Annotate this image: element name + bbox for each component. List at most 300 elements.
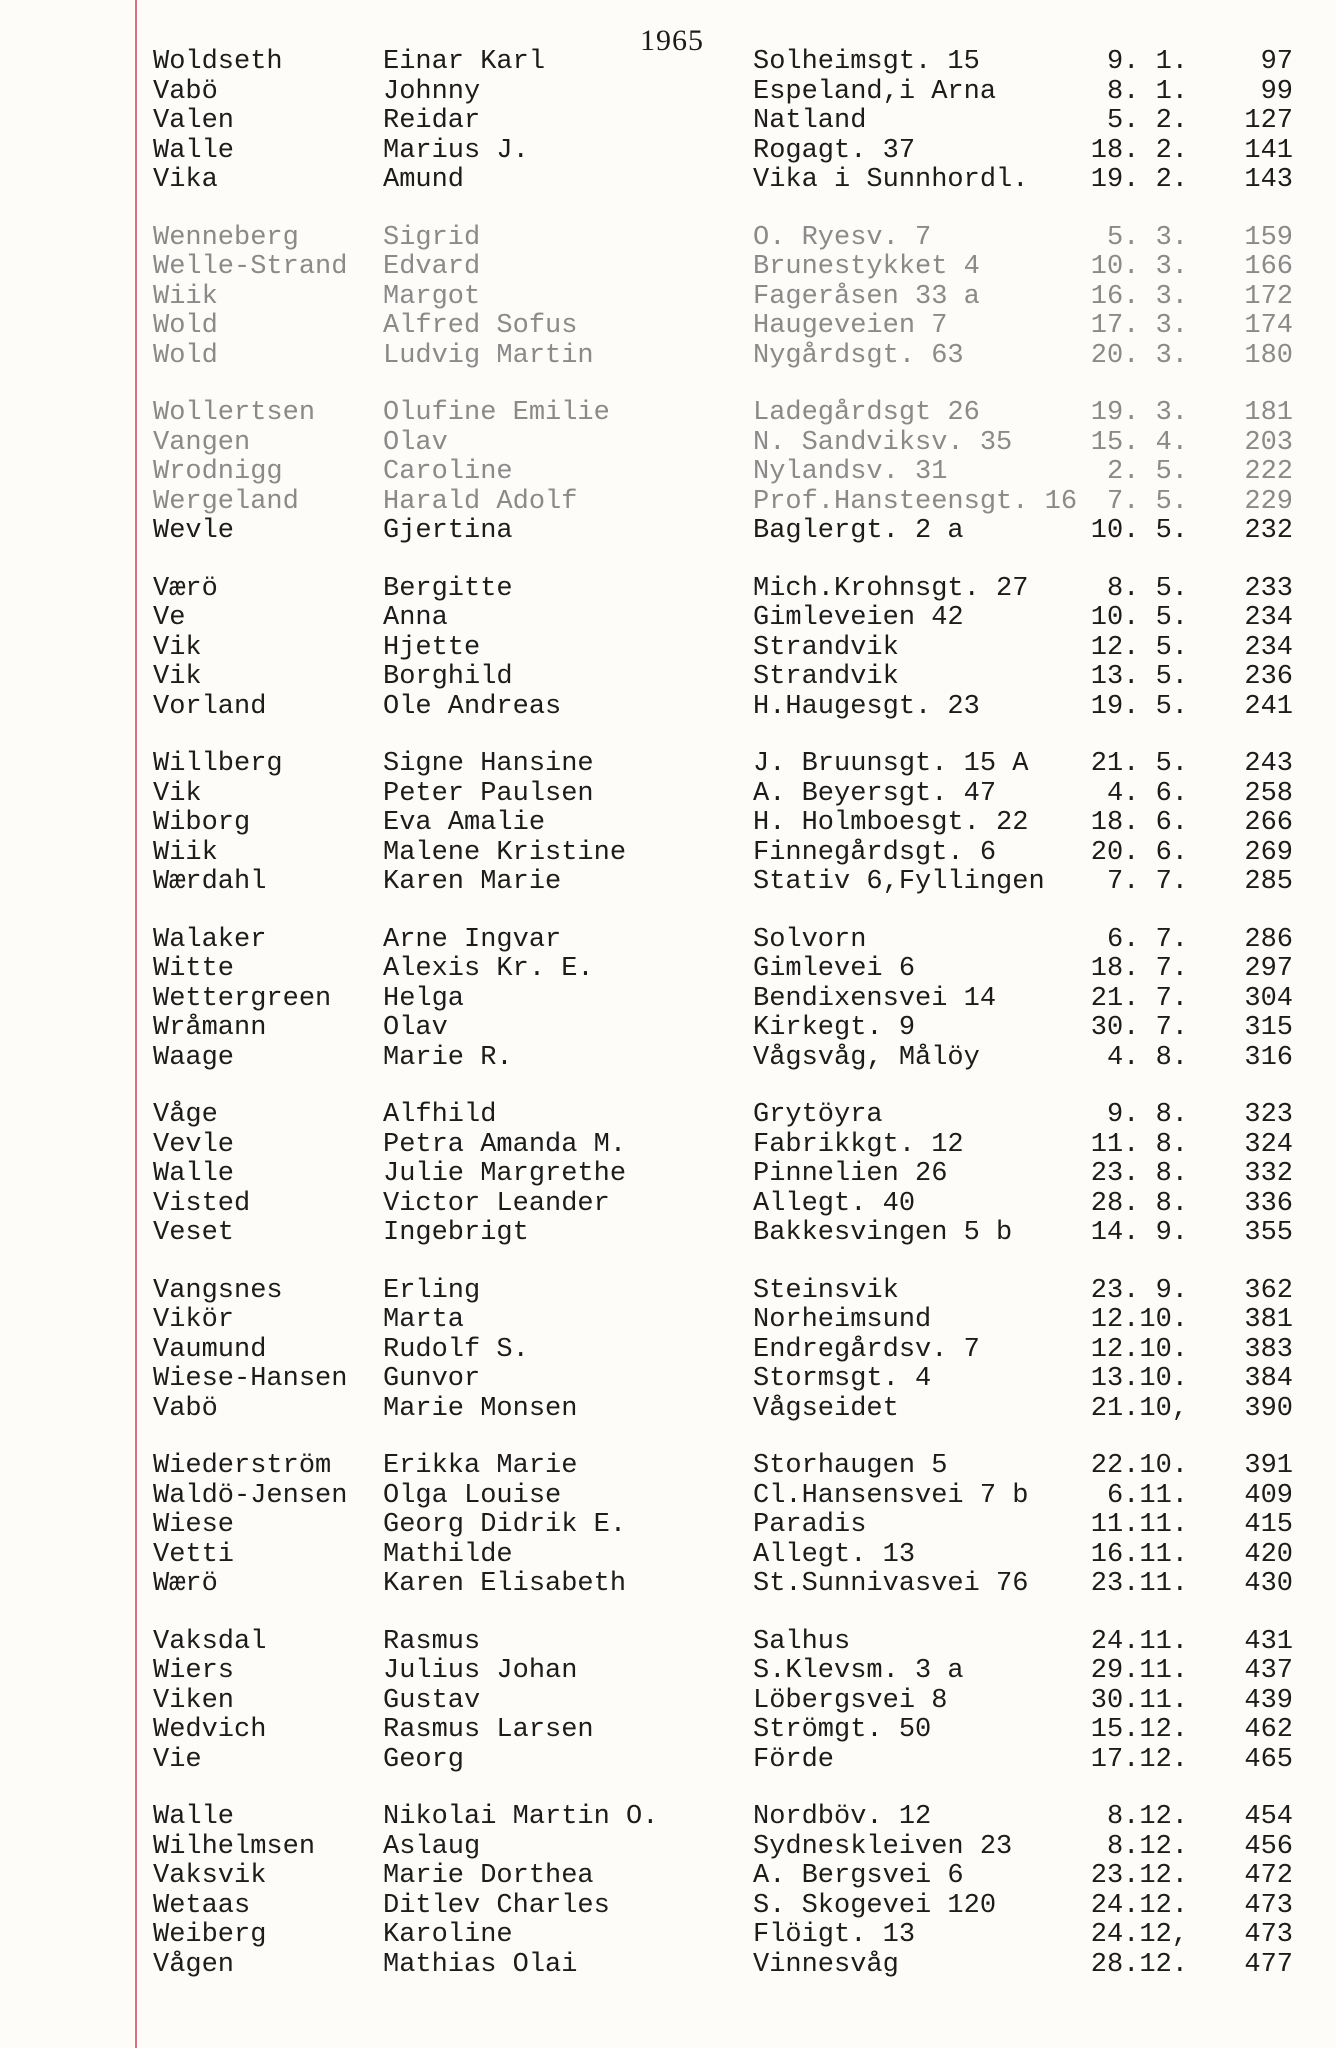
entry-surname: Wilhelmsen	[153, 1831, 316, 1862]
entry-given: Aslaug	[383, 1831, 481, 1862]
entry-number: 454	[1244, 1802, 1293, 1832]
ledger-row	[153, 1833, 1293, 1863]
ledger-row	[153, 48, 1293, 78]
entry-address: Steinsvik	[753, 1275, 899, 1306]
entry-given: Mathias Olai	[383, 1949, 578, 1980]
entry-date: 20. 3.	[1090, 340, 1188, 371]
entry-address: Vågseidet	[753, 1393, 899, 1424]
entry-date: 10. 3.	[1090, 252, 1188, 282]
entry-surname: Vangsnes	[153, 1275, 283, 1306]
entry-number: 439	[1244, 1685, 1293, 1716]
entry-surname: Weiberg	[153, 1920, 267, 1950]
entry-surname: Vik	[153, 632, 202, 663]
entry-address: Förde	[753, 1744, 835, 1775]
entry-date: 19. 3.	[1090, 398, 1188, 428]
entry-surname: Vik	[153, 778, 202, 809]
entry-given: Johnny	[383, 76, 481, 107]
entry-surname: Vorland	[153, 691, 267, 722]
entry-given: Olufine Emilie	[383, 398, 610, 428]
ledger-row	[153, 224, 1293, 254]
entry-address: Sydneskleiven 23	[753, 1831, 1013, 1862]
entry-group	[153, 399, 1293, 547]
entry-given: Marie Monsen	[383, 1393, 578, 1424]
entry-date: 21. 5.	[1090, 749, 1188, 779]
entry-number: 390	[1244, 1393, 1293, 1424]
entry-number: 465	[1244, 1744, 1293, 1775]
entry-address: Ladegårdsgt 26	[753, 398, 980, 428]
entry-date: 24.11.	[1090, 1626, 1188, 1657]
entry-surname: Vik	[153, 662, 202, 692]
entry-given: Alfred Sofus	[383, 311, 578, 341]
entry-address: Grytöyra	[753, 1100, 883, 1130]
entry-number: 234	[1244, 632, 1293, 663]
entry-number: 409	[1244, 1480, 1293, 1511]
entry-date: 20. 6.	[1090, 837, 1188, 868]
entry-date: 7. 7.	[1106, 867, 1188, 897]
entry-date: 4. 6.	[1106, 778, 1188, 809]
entry-surname: Wevle	[153, 516, 235, 546]
entry-surname: Wiik	[153, 281, 218, 312]
ledger-row	[153, 1746, 1293, 1776]
entry-address: A. Beyersgt. 47	[753, 778, 997, 809]
entry-number: 241	[1244, 691, 1293, 722]
entry-surname: Wetaas	[153, 1890, 251, 1921]
entry-address: Storhaugen 5	[753, 1451, 948, 1481]
entry-surname: Værö	[153, 573, 218, 604]
entry-date: 8. 1.	[1106, 76, 1188, 107]
ledger-row	[153, 1014, 1293, 1044]
entry-number: 234	[1244, 603, 1293, 633]
entry-address: Strandvik	[753, 662, 899, 692]
entry-given: Marie R.	[383, 1042, 513, 1073]
entry-number: 203	[1244, 427, 1293, 458]
entry-surname: Vaksdal	[153, 1626, 267, 1657]
entry-number: 166	[1244, 252, 1293, 282]
page-title: 1965	[640, 24, 704, 57]
entry-surname: Wollertsen	[153, 398, 316, 428]
entry-address: Brunestykket 4	[753, 252, 980, 282]
ledger-row	[153, 253, 1293, 283]
ledger-row	[153, 429, 1293, 459]
entry-date: 12. 5.	[1090, 632, 1188, 663]
ledger-row	[153, 663, 1293, 693]
entry-address: Fageråsen 33 a	[753, 281, 980, 312]
entry-given: Georg Didrik E.	[383, 1510, 627, 1540]
entry-surname: Wedvich	[153, 1715, 267, 1745]
entry-given: Georg	[383, 1744, 465, 1775]
entry-address: Rogagt. 37	[753, 135, 916, 166]
entry-date: 30.11.	[1090, 1685, 1188, 1716]
entry-date: 11. 8.	[1090, 1129, 1188, 1160]
entry-address: S.Klevsm. 3 a	[753, 1656, 964, 1686]
entry-number: 258	[1244, 778, 1293, 809]
entry-given: Rudolf S.	[383, 1334, 529, 1365]
entry-date: 19. 2.	[1090, 165, 1188, 195]
ledger-row	[153, 575, 1293, 605]
entry-given: Amund	[383, 165, 465, 195]
ledger-row	[153, 488, 1293, 518]
entry-surname: Woldseth	[153, 47, 283, 77]
entry-address: Flöigt. 13	[753, 1920, 916, 1950]
entry-date: 8.12.	[1106, 1802, 1188, 1832]
entry-address: Solheimsgt. 15	[753, 47, 980, 77]
ledger-row	[153, 1219, 1293, 1249]
ledger-row	[153, 1131, 1293, 1161]
entry-given: Victor Leander	[383, 1188, 610, 1219]
ledger-row	[153, 1921, 1293, 1951]
entry-number: 233	[1244, 573, 1293, 604]
entry-number: 243	[1244, 749, 1293, 779]
ledger-row	[153, 693, 1293, 723]
entry-number: 159	[1244, 222, 1293, 253]
entry-given: Marta	[383, 1305, 465, 1335]
entry-given: Alexis Kr. E.	[383, 954, 594, 984]
entry-surname: Wold	[153, 340, 218, 371]
entry-address: Paradis	[753, 1510, 867, 1540]
entry-surname: Witte	[153, 954, 235, 984]
entry-number: 473	[1244, 1890, 1293, 1921]
entry-surname: Walle	[153, 1802, 235, 1832]
entry-number: 286	[1244, 924, 1293, 955]
entry-given: Olga Louise	[383, 1480, 562, 1511]
entry-number: 181	[1244, 398, 1293, 428]
entry-address: Cl.Hansensvei 7 b	[753, 1480, 1029, 1511]
entry-number: 99	[1260, 76, 1293, 107]
entry-number: 232	[1244, 516, 1293, 546]
entry-given: Borghild	[383, 662, 513, 692]
ledger-entries	[153, 48, 1293, 2008]
entry-group	[153, 1628, 1293, 1776]
entry-number: 383	[1244, 1334, 1293, 1365]
ledger-row	[153, 926, 1293, 956]
entry-number: 266	[1244, 808, 1293, 838]
ledger-row	[153, 1277, 1293, 1307]
entry-surname: Vikör	[153, 1305, 235, 1335]
ledger-row	[153, 1541, 1293, 1571]
entry-number: 355	[1244, 1218, 1293, 1248]
ledger-row	[153, 634, 1293, 664]
entry-address: A. Bergsvei 6	[753, 1861, 964, 1891]
entry-date: 19. 5.	[1090, 691, 1188, 722]
entry-date: 17. 3.	[1090, 311, 1188, 341]
entry-date: 11.11.	[1090, 1510, 1188, 1540]
entry-given: Julius Johan	[383, 1656, 578, 1686]
entry-surname: Wiese	[153, 1510, 235, 1540]
entry-number: 323	[1244, 1100, 1293, 1130]
ledger-row	[153, 780, 1293, 810]
entry-address: S. Skogevei 120	[753, 1890, 997, 1921]
entry-given: Signe Hansine	[383, 749, 594, 779]
entry-address: Finnegårdsgt. 6	[753, 837, 997, 868]
entry-given: Erikka Marie	[383, 1451, 578, 1481]
entry-address: Stormsgt. 4	[753, 1364, 932, 1394]
entry-surname: Wold	[153, 311, 218, 341]
entry-number: 316	[1244, 1042, 1293, 1073]
entry-given: Gjertina	[383, 516, 513, 546]
entry-surname: Wærö	[153, 1569, 218, 1599]
entry-address: O. Ryesv. 7	[753, 222, 932, 253]
entry-surname: Walle	[153, 1159, 235, 1189]
entry-number: 174	[1244, 311, 1293, 341]
ledger-row	[153, 955, 1293, 985]
ledger-row	[153, 1306, 1293, 1336]
entry-surname: Wiederström	[153, 1451, 332, 1481]
entry-address: Bakkesvingen 5 b	[753, 1218, 1013, 1248]
entry-given: Peter Paulsen	[383, 778, 594, 809]
entry-date: 18. 2.	[1090, 135, 1188, 166]
entry-given: Anna	[383, 603, 448, 633]
entry-group	[153, 1101, 1293, 1249]
entry-given: Malene Kristine	[383, 837, 627, 868]
entry-number: 180	[1244, 340, 1293, 371]
entry-number: 473	[1244, 1920, 1293, 1950]
entry-address: Vinnesvåg	[753, 1949, 899, 1980]
entry-date: 12.10.	[1090, 1305, 1188, 1335]
entry-address: Mich.Krohnsgt. 27	[753, 573, 1029, 604]
entry-date: 18. 7.	[1090, 954, 1188, 984]
entry-number: 456	[1244, 1831, 1293, 1862]
entry-date: 12.10.	[1090, 1334, 1188, 1365]
entry-date: 13. 5.	[1090, 662, 1188, 692]
entry-given: Gustav	[383, 1685, 481, 1716]
entry-date: 29.11.	[1090, 1656, 1188, 1686]
entry-number: 431	[1244, 1626, 1293, 1657]
entry-given: Einar Karl	[383, 47, 546, 77]
ledger-row	[153, 1803, 1293, 1833]
entry-date: 5. 2.	[1106, 106, 1188, 136]
entry-date: 16. 3.	[1090, 281, 1188, 312]
entry-date: 22.10.	[1090, 1451, 1188, 1481]
entry-group	[153, 1277, 1293, 1425]
entry-address: Strömgt. 50	[753, 1715, 932, 1745]
ledger-row	[153, 517, 1293, 547]
entry-address: H. Holmboesgt. 22	[753, 808, 1029, 838]
entry-given: Ingebrigt	[383, 1218, 529, 1248]
entry-surname: Vetti	[153, 1539, 235, 1570]
entry-surname: Viken	[153, 1685, 235, 1716]
entry-date: 15.12.	[1090, 1715, 1188, 1745]
entry-given: Olav	[383, 1013, 448, 1043]
entry-given: Karoline	[383, 1920, 513, 1950]
entry-surname: Vaksvik	[153, 1861, 267, 1891]
ledger-row	[153, 1570, 1293, 1600]
ledger-row	[153, 809, 1293, 839]
entry-given: Eva Amalie	[383, 808, 546, 838]
entry-address: Espeland,i Arna	[753, 76, 997, 107]
ledger-row	[153, 868, 1293, 898]
entry-surname: Wergeland	[153, 486, 299, 517]
margin-line	[135, 0, 137, 2048]
entry-address: Vika i Sunnhordl.	[753, 165, 1029, 195]
entry-number: 143	[1244, 165, 1293, 195]
entry-date: 10. 5.	[1090, 516, 1188, 546]
entry-address: Stativ 6,Fyllingen	[753, 867, 1045, 897]
entry-date: 28.12.	[1090, 1949, 1188, 1980]
entry-address: Fabrikkgt. 12	[753, 1129, 964, 1160]
entry-date: 15. 4.	[1090, 427, 1188, 458]
entry-group	[153, 48, 1293, 196]
entry-number: 304	[1244, 983, 1293, 1014]
ledger-row	[153, 1482, 1293, 1512]
entry-date: 4. 8.	[1106, 1042, 1188, 1073]
entry-date: 2. 5.	[1106, 457, 1188, 487]
entry-date: 8. 5.	[1106, 573, 1188, 604]
entry-date: 14. 9.	[1090, 1218, 1188, 1248]
ledger-row	[153, 839, 1293, 869]
ledger-row	[153, 1160, 1293, 1190]
entry-group	[153, 575, 1293, 723]
entry-surname: Walaker	[153, 924, 267, 955]
entry-date: 23. 9.	[1090, 1275, 1188, 1306]
entry-given: Mathilde	[383, 1539, 513, 1570]
entry-given: Helga	[383, 983, 465, 1014]
entry-group	[153, 926, 1293, 1074]
entry-number: 415	[1244, 1510, 1293, 1540]
entry-address: Endregårdsv. 7	[753, 1334, 980, 1365]
entry-given: Olav	[383, 427, 448, 458]
ledger-row	[153, 1628, 1293, 1658]
entry-date: 10. 5.	[1090, 603, 1188, 633]
entry-date: 16.11.	[1090, 1539, 1188, 1570]
entry-date: 5. 3.	[1106, 222, 1188, 253]
entry-given: Harald Adolf	[383, 486, 578, 517]
entry-given: Nikolai Martin O.	[383, 1802, 659, 1832]
ledger-row	[153, 985, 1293, 1015]
entry-given: Rasmus	[383, 1626, 481, 1657]
entry-number: 381	[1244, 1305, 1293, 1335]
entry-number: 462	[1244, 1715, 1293, 1745]
ledger-row	[153, 1716, 1293, 1746]
entry-date: 21.10,	[1090, 1393, 1188, 1424]
entry-address: Kirkegt. 9	[753, 1013, 916, 1043]
entry-given: Karen Marie	[383, 867, 562, 897]
entry-date: 9. 8.	[1106, 1100, 1188, 1130]
entry-surname: Vevle	[153, 1129, 235, 1160]
entry-address: N. Sandviksv. 35	[753, 427, 1013, 458]
entry-address: Natland	[753, 106, 867, 136]
entry-address: Allegt. 13	[753, 1539, 916, 1570]
entry-number: 222	[1244, 457, 1293, 487]
entry-number: 384	[1244, 1364, 1293, 1394]
entry-address: Prof.Hansteensgt. 16	[753, 486, 1078, 517]
entry-given: Petra Amanda M.	[383, 1129, 627, 1160]
ledger-row	[153, 604, 1293, 634]
ledger-row	[153, 166, 1293, 196]
ledger-row	[153, 1395, 1293, 1425]
entry-date: 28. 8.	[1090, 1188, 1188, 1219]
entry-group	[153, 224, 1293, 372]
entry-surname: Waldö-Jensen	[153, 1480, 348, 1511]
entry-date: 9. 1.	[1106, 47, 1188, 77]
entry-address: Nylandsv. 31	[753, 457, 948, 487]
entry-number: 362	[1244, 1275, 1293, 1306]
entry-given: Ole Andreas	[383, 691, 562, 722]
entry-address: Löbergsvei 8	[753, 1685, 948, 1716]
entry-surname: Willberg	[153, 749, 283, 779]
entry-date: 23.12.	[1090, 1861, 1188, 1891]
entry-address: Nordböv. 12	[753, 1802, 932, 1832]
ledger-row	[153, 1452, 1293, 1482]
entry-address: Gimlevei 6	[753, 954, 916, 984]
ledger-row	[153, 107, 1293, 137]
entry-address: Allegt. 40	[753, 1188, 916, 1219]
entry-given: Marie Dorthea	[383, 1861, 594, 1891]
entry-number: 336	[1244, 1188, 1293, 1219]
entry-given: Margot	[383, 281, 481, 312]
entry-address: Strandvik	[753, 632, 899, 663]
entry-surname: Vika	[153, 165, 218, 195]
entry-date: 23. 8.	[1090, 1159, 1188, 1189]
ledger-row	[153, 1044, 1293, 1074]
ledger-row	[153, 750, 1293, 780]
entry-given: Edvard	[383, 252, 481, 282]
entry-surname: Welle-Strand	[153, 252, 348, 282]
entry-address: Solvorn	[753, 924, 867, 955]
entry-surname: Wiers	[153, 1656, 235, 1686]
entry-given: Gunvor	[383, 1364, 481, 1394]
ledger-row	[153, 1687, 1293, 1717]
entry-address: Vågsvåg, Målöy	[753, 1042, 980, 1073]
entry-given: Sigrid	[383, 222, 481, 253]
entry-surname: Veset	[153, 1218, 235, 1248]
entry-date: 6. 7.	[1106, 924, 1188, 955]
entry-surname: Vabö	[153, 1393, 218, 1424]
entry-given: Arne Ingvar	[383, 924, 562, 955]
entry-address: Salhus	[753, 1626, 851, 1657]
ledger-row	[153, 342, 1293, 372]
ledger-row	[153, 1657, 1293, 1687]
entry-number: 172	[1244, 281, 1293, 312]
entry-given: Ditlev Charles	[383, 1890, 610, 1921]
entry-number: 477	[1244, 1949, 1293, 1980]
entry-address: Gimleveien 42	[753, 603, 964, 633]
entry-given: Erling	[383, 1275, 481, 1306]
entry-number: 332	[1244, 1159, 1293, 1189]
ledger-row	[153, 283, 1293, 313]
entry-given: Hjette	[383, 632, 481, 663]
entry-given: Marius J.	[383, 135, 529, 166]
entry-surname: Vangen	[153, 427, 251, 458]
entry-date: 18. 6.	[1090, 808, 1188, 838]
ledger-row	[153, 458, 1293, 488]
entry-number: 472	[1244, 1861, 1293, 1891]
entry-surname: Vaumund	[153, 1334, 267, 1365]
entry-number: 141	[1244, 135, 1293, 166]
ledger-row	[153, 137, 1293, 167]
entry-surname: Valen	[153, 106, 235, 136]
ledger-row	[153, 1892, 1293, 1922]
entry-surname: Vågen	[153, 1949, 235, 1980]
entry-surname: Vie	[153, 1744, 202, 1775]
entry-date: 6.11.	[1106, 1480, 1188, 1511]
entry-address: Nygårdsgt. 63	[753, 340, 964, 371]
entry-surname: Wettergreen	[153, 983, 332, 1014]
entry-number: 236	[1244, 662, 1293, 692]
entry-number: 229	[1244, 486, 1293, 517]
entry-date: 17.12.	[1090, 1744, 1188, 1775]
entry-date: 21. 7.	[1090, 983, 1188, 1014]
ledger-row	[153, 1511, 1293, 1541]
entry-surname: Walle	[153, 135, 235, 166]
ledger-row	[153, 1101, 1293, 1131]
entry-number: 437	[1244, 1656, 1293, 1686]
entry-group	[153, 1803, 1293, 1980]
ledger-row	[153, 312, 1293, 342]
entry-date: 8.12.	[1106, 1831, 1188, 1862]
entry-number: 315	[1244, 1013, 1293, 1043]
entry-given: Julie Margrethe	[383, 1159, 627, 1189]
entry-number: 285	[1244, 867, 1293, 897]
